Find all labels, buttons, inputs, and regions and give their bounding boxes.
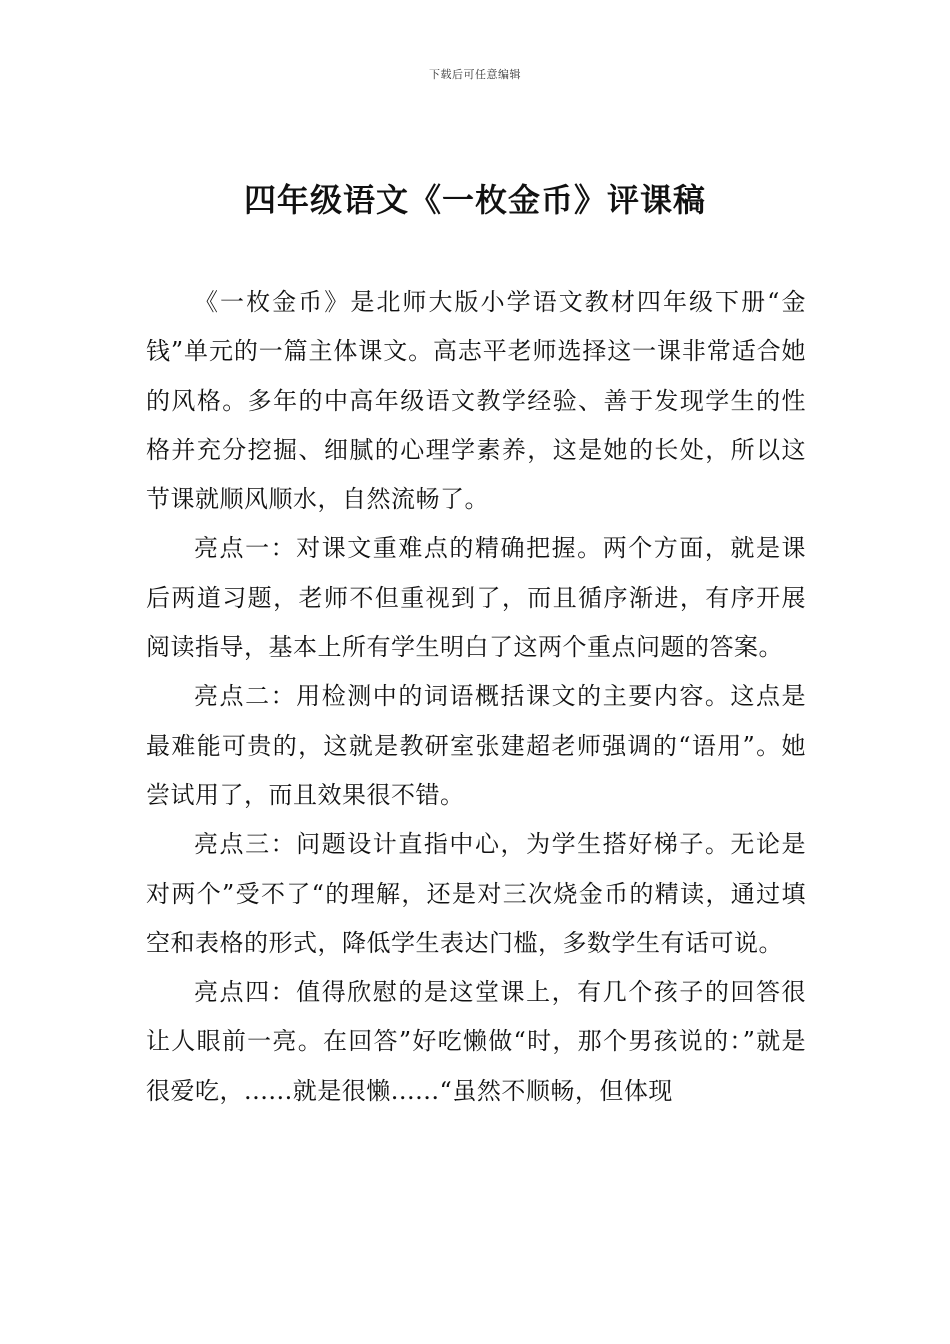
paragraph-highlight-1: 亮点一：对课文重难点的精确把握。两个方面，就是课后两道习题，老师不但重视到了，而且循序渐进，有序开展阅读指导，基本上所有学生明白了这两个重点问题的答案。 <box>146 534 806 662</box>
paragraph-intro: 《一枚金币》是北师大版小学语文教材四年级下册“金钱”单元的一篇主体课文。高志平老师选择这一课非常适合她的风格。多年的中高年级语文教学经验、善于发现学生的性格并充分挖掘、细腻的心理学素养，这是她的长处，所以这节课就顺风顺水，自然流畅了。 <box>146 288 806 514</box>
paragraph-highlight-2: 亮点二：用检测中的词语概括课文的主要内容。这点是最难能可贵的，这就是教研室张建超老师强调的“语用”。她尝试用了，而且效果很不错。 <box>146 682 806 809</box>
paragraph-highlight-4: 亮点四：值得欣慰的是这堂课上，有几个孩子的回答很让人眼前一亮。在回答”好吃懒做“时，那个男孩说的：”就是很爱吃，......就是很懒......“虽然不顺畅，但体现 <box>146 978 806 1105</box>
document-body <box>146 278 806 1116</box>
paragraph-highlight-3: 亮点三：问题设计直指中心，为学生搭好梯子。无论是对两个”受不了“的理解，还是对三次烧金币的精读，通过填空和表格的形式，降低学生表达门槛，多数学生有话可说。 <box>146 830 806 957</box>
document-title: 四年级语文《一枚金币》评课稿 <box>243 181 706 219</box>
header-note: 下载后可任意编辑 <box>429 68 521 81</box>
